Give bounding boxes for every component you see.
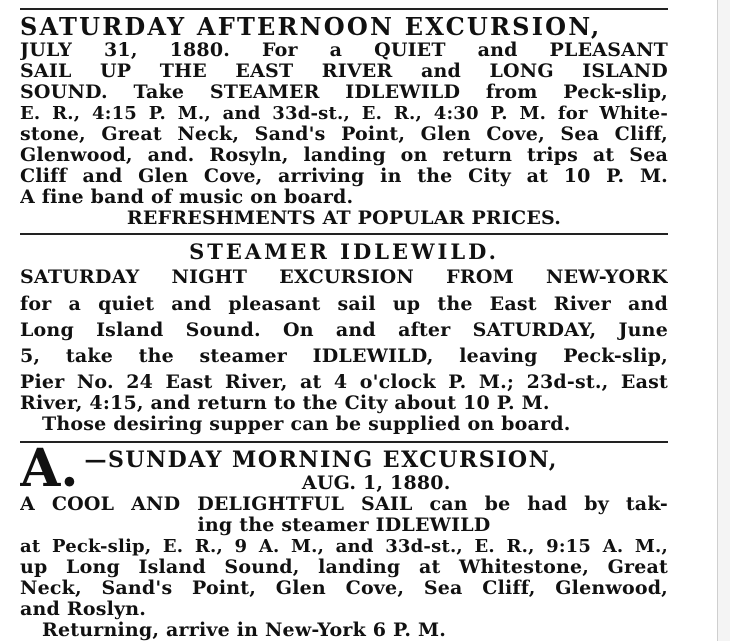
ad2-line-5: Pier No. 24 East River, at 4 o'clock P. M.; 23d-st., East (20, 372, 668, 393)
ad3-line-2: ing the steamer IDLEWILD (197, 515, 491, 536)
page-edge (717, 0, 730, 641)
ad2-line-2: for a quiet and pleasant sail up the East River and (20, 294, 668, 315)
ad3-line-1: A COOL AND DELIGHTFUL SAIL can be had by tak- (20, 494, 668, 515)
ad3-heading: —SUNDAY MORNING EXCURSION, (84, 447, 558, 473)
ad1-footer: REFRESHMENTS AT POPULAR PRICES. (126, 208, 562, 229)
ad3-line-3: at Peck-slip, E. R., 9 A. M., and 33d-st., E. R., 9:15 A. M., (20, 536, 668, 557)
ad3-big-letter: A. (20, 447, 79, 494)
divider-2 (20, 441, 668, 443)
advertisement-sunday-morning (20, 447, 668, 641)
ad3-footer: Returning, arrive in New-York 6 P. M. (42, 620, 447, 641)
ad2-line-1: SATURDAY NIGHT EXCURSION FROM NEW-YORK (20, 267, 668, 288)
divider-1 (20, 233, 668, 235)
ad2-footer: Those desiring supper can be supplied on board. (42, 414, 571, 435)
ad2-line-6: River, 4:15, and return to the City about 10 P. M. (20, 393, 550, 414)
ad1-line-1: JULY 31, 1880. For a QUIET and PLEASANT (20, 40, 668, 61)
divider-top (20, 8, 668, 10)
ad1-line-4: E. R., 4:15 P. M., and 33d-st., E. R., 4:30 P. M. for White- (20, 103, 668, 124)
ad1-line-5: stone, Great Neck, Sand's Point, Glen Cove, Sea Cliff, (20, 124, 668, 145)
ad1-heading: SATURDAY AFTERNOON EXCURSION, (20, 14, 602, 40)
advertisement-saturday-afternoon (20, 14, 668, 229)
advertisement-steamer-idlewild (20, 239, 668, 435)
ad1-line-7: Cliff and Glen Cove, arriving in the City at 10 P. M. (20, 166, 668, 187)
ad2-line-3: Long Island Sound. On and after SATURDAY, June (20, 320, 668, 341)
ad1-line-8: A fine band of music on board. (20, 187, 354, 208)
newspaper-column (20, 8, 668, 641)
ad1-line-2: SAIL UP THE EAST RIVER and LONG ISLAND (20, 61, 668, 82)
ad3-line-6: and Roslyn. (20, 599, 147, 620)
ad3-line-4: up Long Island Sound, landing at Whitestone, Great (20, 557, 668, 578)
ad2-line-4: 5, take the steamer IDLEWILD, leaving Peck-slip, (20, 346, 668, 367)
ad3-line-5: Neck, Sand's Point, Glen Cove, Sea Cliff, Glenwood, (20, 578, 668, 599)
ad1-line-3: SOUND. Take STEAMER IDLEWILD from Peck-slip, (20, 82, 668, 103)
ad3-date: AUG. 1, 1880. (301, 473, 451, 494)
ad2-heading: STEAMER IDLEWILD. (189, 239, 499, 264)
ad1-line-6: Glenwood, and. Rosyln, landing on return trips at Sea (20, 145, 668, 166)
